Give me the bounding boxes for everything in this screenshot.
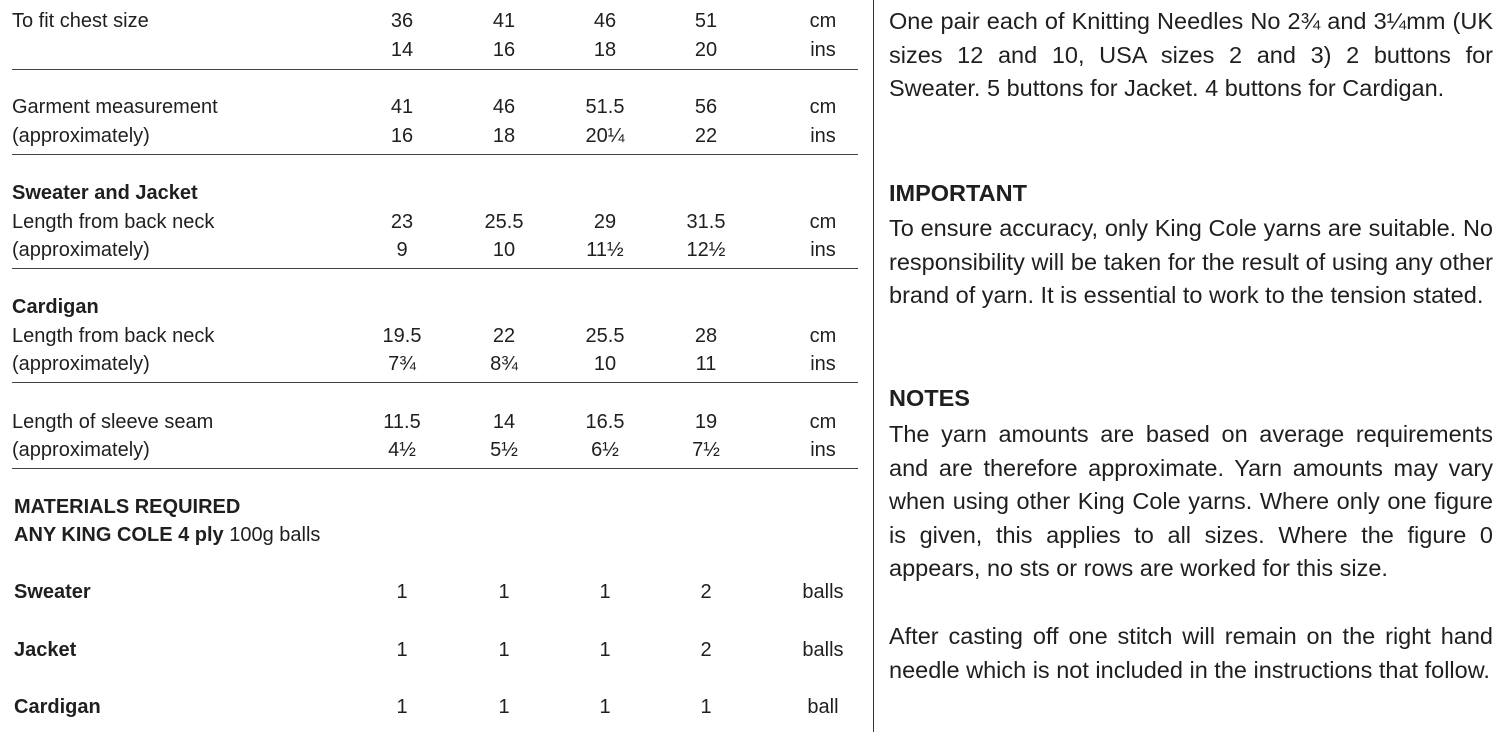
notes-heading: NOTES [889,385,970,411]
chest-cm-row [12,7,862,36]
size-3-value: 11½ [586,239,624,261]
materials-heading: MATERIALS REQUIRED [14,496,241,518]
size-2-value: 14 [492,411,516,433]
size-3-value: 29 [593,211,617,233]
unit-cm: cm [809,411,837,433]
sweater-jacket-ins-row [12,236,862,265]
length-back-neck-label: Length from back neck [12,211,215,233]
unit-ins: ins [810,239,836,261]
garment-label: Garment measurement [12,96,218,118]
row-divider [12,468,858,469]
size-2-value: 41 [492,10,516,32]
sweater-jacket-heading: Sweater and Jacket [12,182,198,204]
unit-ins: ins [810,353,836,375]
size-1-value: 23 [390,211,414,233]
important-paragraph: To ensure accuracy, only King Cole yarns are suitable. No responsibility will be taken for the result of using any other brand of yarn. It is essential to work to the tension stated. [889,215,1493,309]
size-4-value: 11 [695,353,717,375]
size-4-value: 56 [694,96,718,118]
size-1-value: 11.5 [383,411,421,433]
notes-paragraph-1: The yarn amounts are based on average requirements and are therefore approximate. Yarn amounts may vary when using other King Cole yarns. Where only one figure is given, this applies to all sizes. Where the figure 0 appears, no sts or rows are worked for this size. [889,421,1493,582]
sleeve-seam-label: Length of sleeve seam [12,411,214,433]
size-4-qty: 2 [700,581,712,603]
cardigan-ins-row [12,350,862,379]
approximately-label: (approximately) [12,439,150,461]
cardigan-heading: Cardigan [12,296,99,318]
garment-ins-row [12,122,862,151]
size-4-value: 12½ [686,239,726,261]
size-3-value: 18 [593,39,617,61]
garment-cm-row [12,93,862,122]
unit-ins: ins [810,125,836,147]
size-4-value: 51 [694,10,718,32]
size-1-value: 19.5 [382,325,422,347]
size-2-value: 16 [492,39,516,61]
unit-ins: ins [810,39,836,61]
unit-cm: cm [809,325,837,347]
size-3-qty: 1 [599,639,611,661]
size-1-qty: 1 [396,581,408,603]
size-3-value: 16.5 [585,411,625,433]
size-3-qty: 1 [599,696,611,718]
sleeve-ins-row [12,436,862,465]
size-2-value: 10 [492,239,516,261]
approximately-label: (approximately) [12,239,150,261]
notes-paragraph-2: After casting off one stitch will remain on the right hand needle which is not included in the instructions that follow. [889,623,1493,683]
unit-cm: cm [809,10,837,32]
size-4-value: 7½ [692,439,720,461]
size-2-value: 5½ [490,439,518,461]
size-4-value: 31.5 [686,211,726,233]
length-back-neck-label: Length from back neck [12,325,215,347]
row-divider [12,69,858,70]
size-1-value: 9 [396,239,408,261]
size-2-value: 25.5 [484,211,524,233]
unit-cm: cm [809,96,837,118]
yarn-line [14,521,320,550]
yarn-ball-size: 100g balls [223,524,321,546]
size-1-value: 36 [390,10,414,32]
size-2-qty: 1 [498,696,510,718]
instructions-panel [889,0,1495,732]
sweater-jacket-cm-row [12,208,862,237]
size-4-value: 20 [694,39,718,61]
size-3-qty: 1 [599,581,611,603]
sweater-qty-row [14,578,862,607]
size-1-value: 4½ [388,439,416,461]
approximately-label: (approximately) [12,125,150,147]
needles-paragraph: One pair each of Knitting Needles No 2¾ and 3¼mm (UK sizes 12 and 10, USA sizes 2 and 3) 2 buttons for Sweater. 5 buttons for Jacket. 4 buttons for Cardigan. [889,8,1493,102]
sleeve-cm-row [12,408,862,437]
unit-cm: cm [809,211,837,233]
size-1-value: 14 [390,39,414,61]
garment-name: Jacket [14,639,77,661]
size-2-qty: 1 [498,581,510,603]
row-divider [12,382,858,383]
size-3-value: 6½ [591,439,619,461]
size-3-value: 46 [593,10,617,32]
unit-ins: ins [810,439,836,461]
chest-label: To fit chest size [12,10,149,32]
size-1-qty: 1 [396,696,408,718]
garment-name: Cardigan [14,696,101,718]
size-1-qty: 1 [396,639,408,661]
size-2-value: 18 [492,125,516,147]
qty-unit: balls [802,581,844,603]
size-2-value: 46 [492,96,516,118]
column-divider [873,0,874,732]
qty-unit: ball [807,696,839,718]
size-4-value: 28 [694,325,718,347]
cardigan-qty-row [14,693,862,722]
size-3-value: 10 [593,353,617,375]
size-4-value: 22 [694,125,718,147]
chest-ins-row [12,36,862,65]
size-4-qty: 2 [700,639,712,661]
size-2-value: 8¾ [490,353,518,375]
size-1-value: 7¾ [388,353,416,375]
approximately-label: (approximately) [12,353,150,375]
cardigan-cm-row [12,322,862,351]
size-4-qty: 1 [700,696,712,718]
row-divider [12,268,858,269]
yarn-name: ANY KING COLE 4 ply [14,524,224,546]
size-4-value: 19 [694,411,718,433]
garment-name: Sweater [14,581,91,603]
size-1-value: 41 [390,96,414,118]
jacket-qty-row [14,636,862,665]
qty-unit: balls [802,639,844,661]
row-divider [12,154,858,155]
size-3-value: 20¼ [585,125,625,147]
important-heading: IMPORTANT [889,180,1027,206]
size-2-value: 22 [492,325,516,347]
size-2-qty: 1 [498,639,510,661]
size-3-value: 51.5 [585,96,625,118]
size-1-value: 16 [390,125,414,147]
size-3-value: 25.5 [585,325,625,347]
